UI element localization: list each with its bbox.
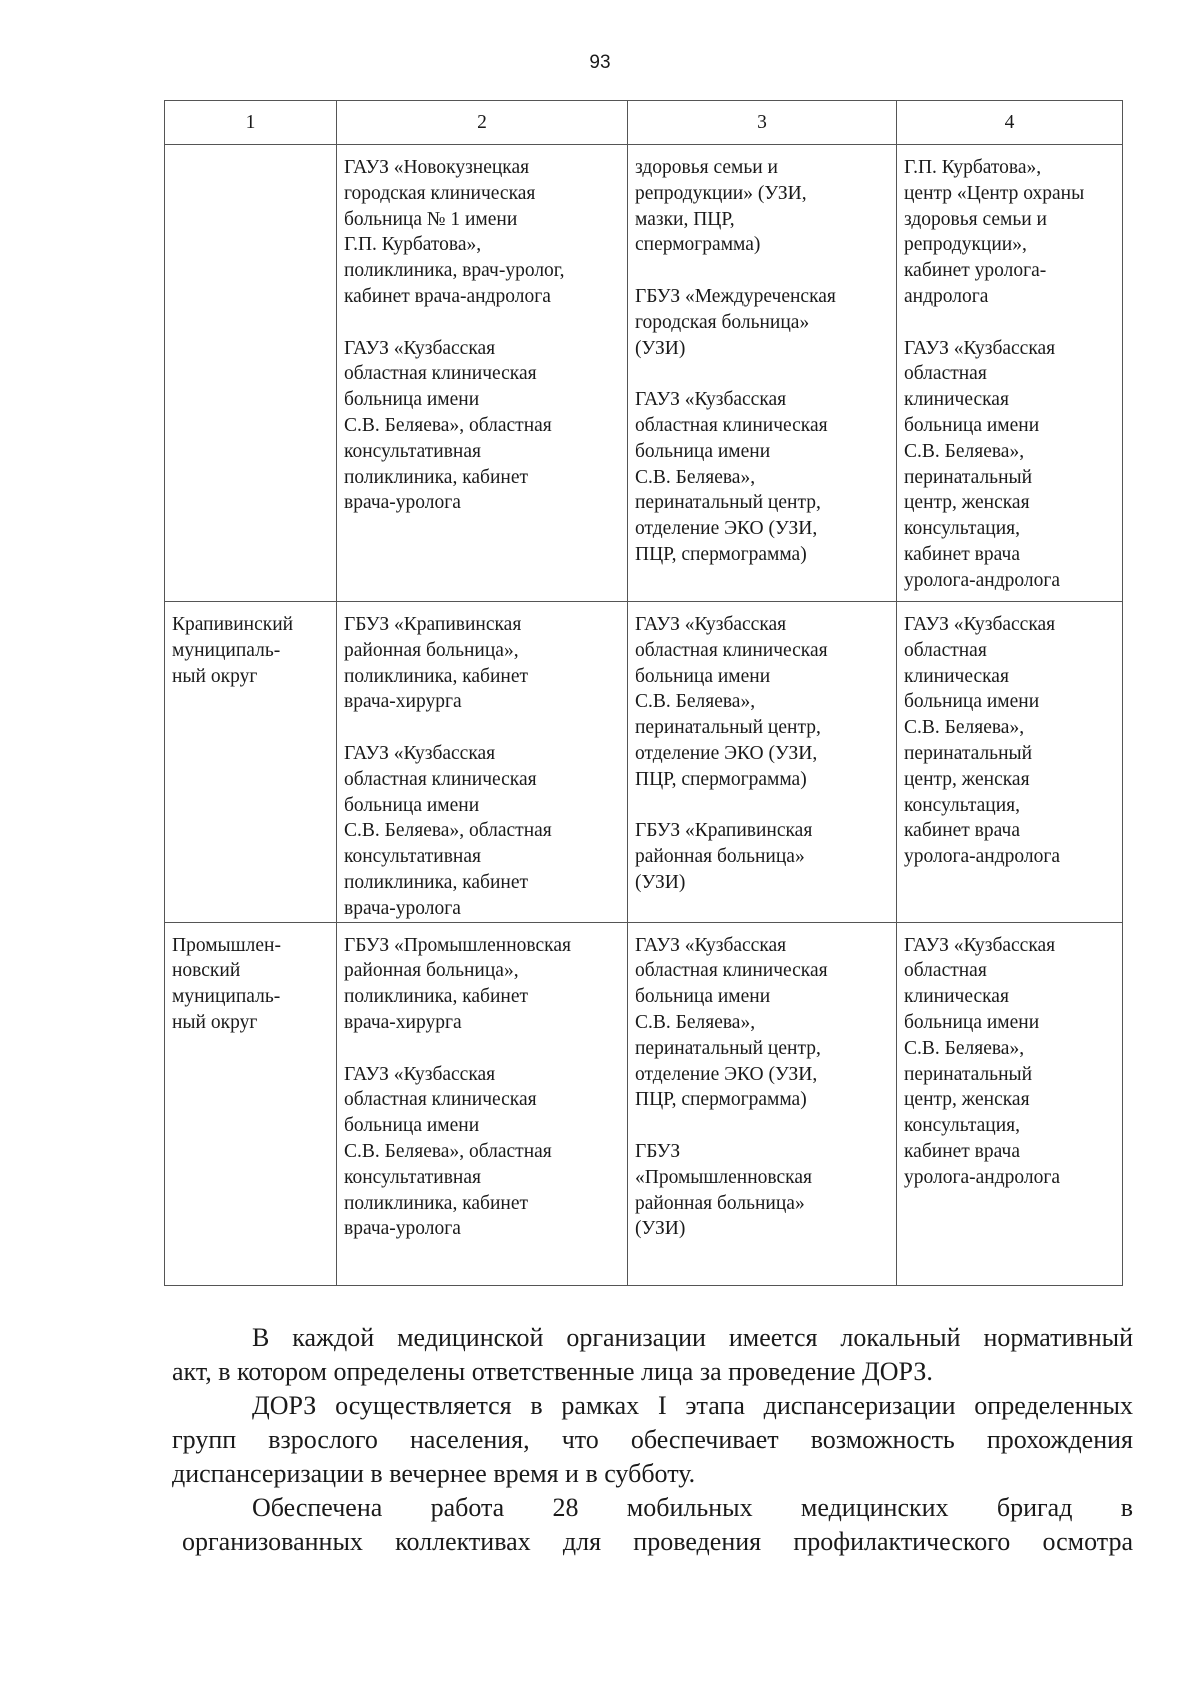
table-cell-col1 <box>165 602 337 923</box>
cell-text-line: центр «Центр охраны <box>904 182 1085 204</box>
table-row <box>165 145 1123 602</box>
body-paragraph <box>172 1321 1133 1389</box>
cell-text-line: ГАУЗ «Кузбасская <box>635 389 787 411</box>
cell-text-line: ГАУЗ «Кузбасская <box>904 934 1056 956</box>
cell-text-line: врача-уролога <box>344 1218 461 1240</box>
cell-text-line: кабинет врача <box>904 820 1020 842</box>
cell-text-line: кабинет врача <box>904 543 1020 565</box>
cell-text-line: ГАУЗ «Кузбасская <box>904 337 1056 359</box>
column-header: 1 <box>165 101 337 145</box>
cell-text-line: ГБУЗ «Промышленновская <box>344 934 571 956</box>
body-text <box>172 1321 1133 1559</box>
cell-text-line: поликлиника, кабинет <box>344 986 528 1008</box>
cell-text-line: муниципаль- <box>172 639 281 661</box>
cell-text-line: ГБУЗ «Крапивинская <box>635 820 813 842</box>
cell-text-line: Промышлен- <box>172 934 281 956</box>
column-header: 3 <box>628 101 897 145</box>
cell-paragraph <box>172 612 330 689</box>
body-text-line: групп взрослого населения, что обеспечивает возможность прохождения <box>172 1425 1133 1454</box>
cell-text-line: уролога-андролога <box>904 846 1061 868</box>
cell-text-line: больница имени <box>344 1115 480 1137</box>
cell-text-line: здоровья семьи и <box>904 208 1047 230</box>
cell-text-line: ГАУЗ «Кузбасская <box>904 614 1056 635</box>
table-cell-col2 <box>337 922 628 1285</box>
cell-text-line: консультативная <box>344 440 481 462</box>
cell-text-line: кабинет уролога- <box>904 260 1047 282</box>
body-paragraph <box>172 1389 1133 1491</box>
cell-text-line: больница имени <box>635 440 771 462</box>
cell-text-line: ГАУЗ «Новокузнецкая <box>344 157 530 178</box>
cell-text-line: ПЦР, спермограмма) <box>635 1089 807 1111</box>
cell-text-line: ГБУЗ <box>635 1140 681 1162</box>
page-number: 93 <box>589 52 611 73</box>
cell-paragraph <box>904 336 1116 594</box>
column-header: 2 <box>337 101 628 145</box>
cell-text-line: С.В. Беляева», <box>635 1011 756 1033</box>
cell-text-line: репродукции» (УЗИ, <box>635 182 807 204</box>
cell-text-line: С.В. Беляева», областная <box>344 1140 552 1162</box>
cell-text-line: районная больница» <box>635 846 805 868</box>
cell-paragraph <box>635 1139 890 1242</box>
cell-paragraph <box>172 933 330 1036</box>
cell-text-line: ный округ <box>172 1011 258 1033</box>
table-cell-col2 <box>337 145 628 602</box>
cell-paragraph <box>344 155 621 310</box>
cell-text-line: врача-хирурга <box>344 1011 462 1033</box>
cell-text-line: репродукции», <box>904 234 1027 256</box>
cell-text-line: центр, женская <box>904 492 1030 514</box>
cell-text-line: «Промышленновская <box>635 1166 812 1188</box>
cell-text-line: больница имени <box>904 691 1040 713</box>
cell-text-line: Г.П. Курбатова», <box>344 234 482 256</box>
cell-text-line: ПЦР, спермограмма) <box>635 543 807 565</box>
body-text-line: диспансеризации в вечернее время и в субботу. <box>172 1459 696 1488</box>
table-cell-col3 <box>628 922 897 1285</box>
cell-text-line: врача-хирурга <box>344 691 462 713</box>
cell-text-line: новский <box>172 960 241 982</box>
cell-text-line: районная больница» <box>635 1192 805 1214</box>
cell-paragraph <box>904 933 1116 1191</box>
cell-text-line: (УЗИ) <box>635 337 686 359</box>
table-cell-col4 <box>897 602 1123 923</box>
cell-text-line: ГАУЗ «Кузбасская <box>635 934 787 956</box>
cell-text-line: спермограмма) <box>635 234 761 256</box>
cell-text-line: перинатальный центр, <box>635 1037 821 1059</box>
cell-paragraph <box>635 284 890 361</box>
table-cell-col3 <box>628 602 897 923</box>
cell-text-line: С.В. Беляева», <box>904 1037 1025 1059</box>
cell-paragraph <box>904 155 1116 310</box>
cell-text-line: консультация, <box>904 794 1020 816</box>
cell-text-line: городская клиническая <box>344 182 536 204</box>
cell-paragraph <box>635 387 890 568</box>
body-text-line: ДОРЗ осуществляется в рамках I этапа диспансеризации определенных <box>252 1391 1133 1420</box>
cell-text-line: андролога <box>904 285 989 307</box>
cell-paragraph <box>635 612 890 793</box>
cell-paragraph <box>635 818 890 895</box>
cell-paragraph <box>344 933 621 1036</box>
cell-paragraph <box>904 612 1116 870</box>
cell-text-line: отделение ЭКО (УЗИ, <box>635 518 818 540</box>
cell-text-line: консультация, <box>904 1115 1020 1137</box>
cell-text-line: областная <box>904 960 987 982</box>
cell-text-line: консультативная <box>344 1166 481 1188</box>
body-text-line: Обеспечена работа 28 мобильных медицинских бригад в <box>252 1493 1133 1522</box>
cell-text-line: областная клиническая <box>344 1089 537 1111</box>
cell-text-line: больница имени <box>344 794 480 816</box>
cell-text-line: поликлиника, кабинет <box>344 665 528 687</box>
cell-text-line: центр, женская <box>904 768 1030 790</box>
cell-text-line: перинатальный <box>904 1063 1033 1085</box>
cell-text-line: ГАУЗ «Кузбасская <box>635 614 787 635</box>
cell-text-line: врача-уролога <box>344 897 461 919</box>
cell-text-line: (УЗИ) <box>635 871 686 893</box>
cell-text-line: районная больница», <box>344 960 519 982</box>
cell-text-line: отделение ЭКО (УЗИ, <box>635 742 818 764</box>
cell-text-line: (УЗИ) <box>635 1218 686 1240</box>
cell-text-line: муниципаль- <box>172 986 281 1008</box>
cell-text-line: ГБУЗ «Междуреченская <box>635 285 836 307</box>
body-paragraph <box>172 1491 1133 1559</box>
cell-text-line: консультация, <box>904 518 1020 540</box>
table-cell-col1 <box>165 922 337 1285</box>
cell-paragraph <box>344 741 621 922</box>
cell-text-line: С.В. Беляева», областная <box>344 414 552 436</box>
cell-text-line: клиническая <box>904 665 1009 687</box>
cell-paragraph <box>344 336 621 517</box>
cell-text-line: ПЦР, спермограмма) <box>635 768 807 790</box>
cell-text-line: уролога-андролога <box>904 569 1061 591</box>
cell-text-line: больница имени <box>635 986 771 1008</box>
cell-text-line: поликлиника, кабинет <box>344 871 528 893</box>
cell-text-line: центр, женская <box>904 1089 1030 1111</box>
cell-text-line: кабинет врача-андролога <box>344 285 551 307</box>
cell-text-line: ГБУЗ «Крапивинская <box>344 614 522 635</box>
cell-text-line: поликлиника, врач-уролог, <box>344 260 565 282</box>
table-cell-col4 <box>897 145 1123 602</box>
cell-paragraph <box>635 933 890 1114</box>
cell-text-line: С.В. Беляева», <box>904 717 1025 739</box>
table-header-row <box>165 101 1123 145</box>
body-text-line: организованных коллективах для проведения профилактического осмотра <box>182 1527 1133 1556</box>
cell-text-line: Г.П. Курбатова», <box>904 157 1042 178</box>
cell-text-line: отделение ЭКО (УЗИ, <box>635 1063 818 1085</box>
cell-text-line: больница имени <box>904 1011 1040 1033</box>
cell-text-line: больница имени <box>635 665 771 687</box>
column-header: 4 <box>897 101 1123 145</box>
cell-text-line: ГАУЗ «Кузбасская <box>344 337 496 359</box>
cell-text-line: С.В. Беляева», <box>635 466 756 488</box>
facilities-table <box>164 100 1123 1286</box>
cell-text-line: перинатальный <box>904 742 1033 764</box>
cell-text-line: больница № 1 имени <box>344 208 518 230</box>
cell-text-line: консультативная <box>344 846 481 868</box>
cell-text-line: областная клиническая <box>635 414 828 436</box>
cell-paragraph <box>344 1062 621 1243</box>
cell-text-line: С.В. Беляева», <box>904 440 1025 462</box>
table-cell-col1 <box>165 145 337 602</box>
cell-text-line: районная больница», <box>344 639 519 661</box>
cell-text-line: областная клиническая <box>344 363 537 385</box>
table-cell-col3 <box>628 145 897 602</box>
cell-text-line: врача-уролога <box>344 492 461 514</box>
cell-text-line: клиническая <box>904 389 1009 411</box>
cell-text-line: перинатальный центр, <box>635 717 821 739</box>
cell-text-line: уролога-андролога <box>904 1166 1061 1188</box>
cell-text-line: больница имени <box>344 389 480 411</box>
cell-text-line: областная клиническая <box>635 639 828 661</box>
cell-text-line: поликлиника, кабинет <box>344 1192 528 1214</box>
cell-text-line: клиническая <box>904 986 1009 1008</box>
cell-text-line: Крапивинский <box>172 614 294 635</box>
cell-text-line: мазки, ПЦР, <box>635 208 735 230</box>
cell-text-line: перинатальный центр, <box>635 492 821 514</box>
cell-text-line: городская больница» <box>635 311 810 333</box>
cell-text-line: перинатальный <box>904 466 1033 488</box>
table-row <box>165 922 1123 1285</box>
cell-text-line: ГАУЗ «Кузбасская <box>344 742 496 764</box>
cell-text-line: здоровья семьи и <box>635 157 778 178</box>
cell-text-line: областная <box>904 639 987 661</box>
cell-text-line: С.В. Беляева», <box>635 691 756 713</box>
table-row <box>165 602 1123 923</box>
cell-text-line: кабинет врача <box>904 1140 1020 1162</box>
cell-text-line: больница имени <box>904 414 1040 436</box>
body-text-line: акт, в котором определены ответственные лица за проведение ДОРЗ. <box>172 1357 933 1386</box>
cell-text-line: областная <box>904 363 987 385</box>
cell-paragraph <box>344 612 621 715</box>
table-cell-col2 <box>337 602 628 923</box>
cell-text-line: С.В. Беляева», областная <box>344 820 552 842</box>
cell-paragraph <box>635 155 890 258</box>
cell-text-line: ГАУЗ «Кузбасская <box>344 1063 496 1085</box>
body-text-line: В каждой медицинской организации имеется локальный нормативный <box>252 1323 1133 1352</box>
cell-text-line: поликлиника, кабинет <box>344 466 528 488</box>
cell-text-line: ный округ <box>172 665 258 687</box>
cell-text-line: областная клиническая <box>344 768 537 790</box>
cell-text-line: областная клиническая <box>635 960 828 982</box>
table-cell-col4 <box>897 922 1123 1285</box>
